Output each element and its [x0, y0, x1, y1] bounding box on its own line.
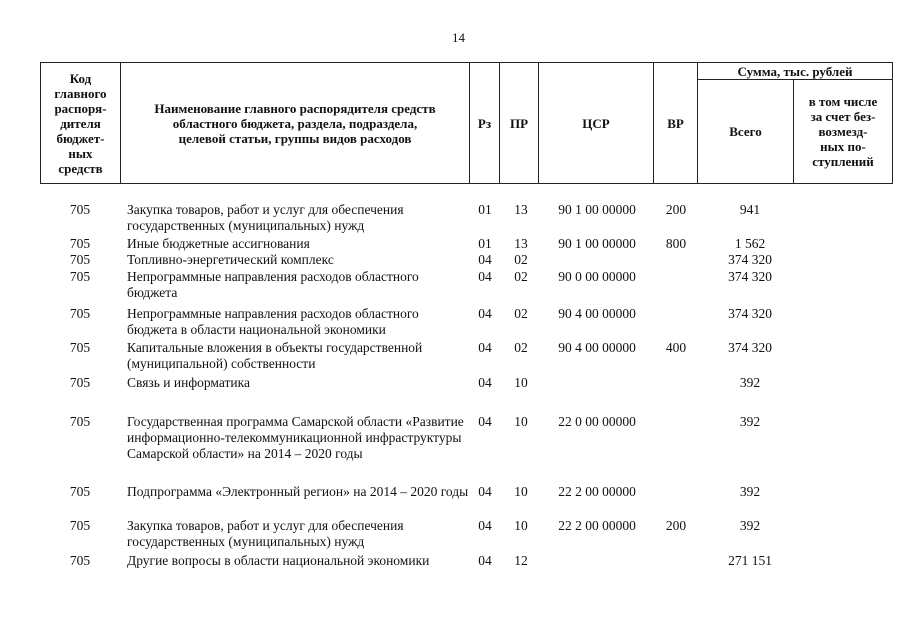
cell-name: Непрограммные направления расходов областного бюджета в области национальной экономики — [127, 306, 419, 337]
cell-pr: 02 — [514, 340, 528, 355]
cell-pr: 02 — [514, 306, 528, 321]
cell-sum: 392 — [739, 375, 761, 390]
cell-name: Иные бюджетные ассигнования — [127, 236, 310, 251]
cell-pr: 10 — [514, 375, 528, 390]
cell-rz: 04 — [478, 306, 492, 321]
cell-pr: 02 — [514, 269, 528, 284]
cell-rz: 01 — [478, 236, 492, 251]
cell-name: Непрограммные направления расходов областного бюджета — [127, 269, 419, 300]
cell-code: 705 — [69, 202, 91, 217]
cell-csr: 22 2 00 00000 — [558, 518, 636, 533]
cell-name: Подпрограмма «Электронный регион» на 2014 – 2020 годы — [127, 484, 469, 499]
cell-rz: 04 — [478, 375, 492, 390]
cell-csr: 90 4 00 00000 — [558, 340, 636, 355]
cell-rz: 01 — [478, 202, 492, 217]
cell-code: 705 — [69, 414, 91, 429]
cell-vr: 200 — [665, 202, 687, 217]
cell-name: Связь и информатика — [127, 375, 250, 390]
cell-pr: 10 — [514, 414, 528, 429]
cell-vr: 800 — [665, 236, 687, 251]
cell-sum: 1 562 — [734, 236, 766, 251]
cell-code: 705 — [69, 375, 91, 390]
cell-rz: 04 — [478, 252, 492, 267]
cell-csr: 90 1 00 00000 — [558, 202, 636, 217]
cell-pr: 10 — [514, 484, 528, 499]
cell-csr: 22 2 00 00000 — [558, 484, 636, 499]
cell-name: Закупка товаров, работ и услуг для обеспечения государственных (муниципальных) нужд — [127, 518, 404, 549]
cell-vr: 200 — [665, 518, 687, 533]
cell-vr: 400 — [665, 340, 687, 355]
cell-pr: 13 — [514, 236, 528, 251]
cell-name: Топливно-энергетический комплекс — [127, 252, 334, 267]
header-total: Всего — [698, 80, 794, 184]
cell-csr: 22 0 00 00000 — [558, 414, 636, 429]
cell-rz: 04 — [478, 340, 492, 355]
cell-sum: 374 320 — [728, 269, 772, 284]
cell-name: Государственная программа Самарской области «Развитие информационно-телекоммуникационной инфраструктуры Самарской области» на 2014 – 2020 годы — [127, 414, 464, 461]
cell-code: 705 — [69, 484, 91, 499]
cell-sum: 941 — [739, 202, 761, 217]
cell-sum: 374 320 — [728, 340, 772, 355]
header-vr: ВР — [654, 63, 698, 184]
cell-code: 705 — [69, 269, 91, 284]
cell-code: 705 — [69, 340, 91, 355]
cell-code: 705 — [69, 236, 91, 251]
cell-pr: 10 — [514, 518, 528, 533]
cell-rz: 04 — [478, 269, 492, 284]
cell-pr: 13 — [514, 202, 528, 217]
cell-code: 705 — [69, 518, 91, 533]
cell-sum: 374 320 — [728, 252, 772, 267]
cell-rz: 04 — [478, 414, 492, 429]
cell-sum: 392 — [739, 518, 761, 533]
header-name: Наименование главного распорядителя средств областного бюджета, раздела, подраздела, целевой статьи, группы видов расходов — [121, 63, 470, 184]
cell-code: 705 — [69, 252, 91, 267]
cell-name: Капитальные вложения в объекты государственной (муниципальной) собственности — [127, 340, 423, 371]
cell-csr: 90 1 00 00000 — [558, 236, 636, 251]
table-header — [40, 62, 893, 184]
cell-csr: 90 4 00 00000 — [558, 306, 636, 321]
cell-sum: 374 320 — [728, 306, 772, 321]
cell-sum: 392 — [739, 414, 761, 429]
cell-sum: 271 151 — [728, 553, 772, 568]
header-pr: ПР — [500, 63, 539, 184]
header-incl: в том числе за счет без- возмезд- ных по- ступлений — [794, 80, 893, 184]
cell-name: Закупка товаров, работ и услуг для обеспечения государственных (муниципальных) нужд — [127, 202, 404, 233]
cell-csr: 90 0 00 00000 — [558, 269, 636, 284]
cell-code: 705 — [69, 306, 91, 321]
header-sum-title: Сумма, тыс. рублей — [698, 63, 893, 80]
cell-rz: 04 — [478, 484, 492, 499]
header-rz: Рз — [470, 63, 500, 184]
page-number: 14 — [452, 30, 465, 45]
cell-name: Другие вопросы в области национальной экономики — [127, 553, 430, 568]
cell-rz: 04 — [478, 518, 492, 533]
header-code: Код главного распоря- дителя бюджет- ных средств — [41, 63, 121, 184]
cell-code: 705 — [69, 553, 91, 568]
cell-rz: 04 — [478, 553, 492, 568]
header-csr: ЦСР — [539, 63, 654, 184]
cell-pr: 02 — [514, 252, 528, 267]
cell-pr: 12 — [514, 553, 528, 568]
cell-sum: 392 — [739, 484, 761, 499]
